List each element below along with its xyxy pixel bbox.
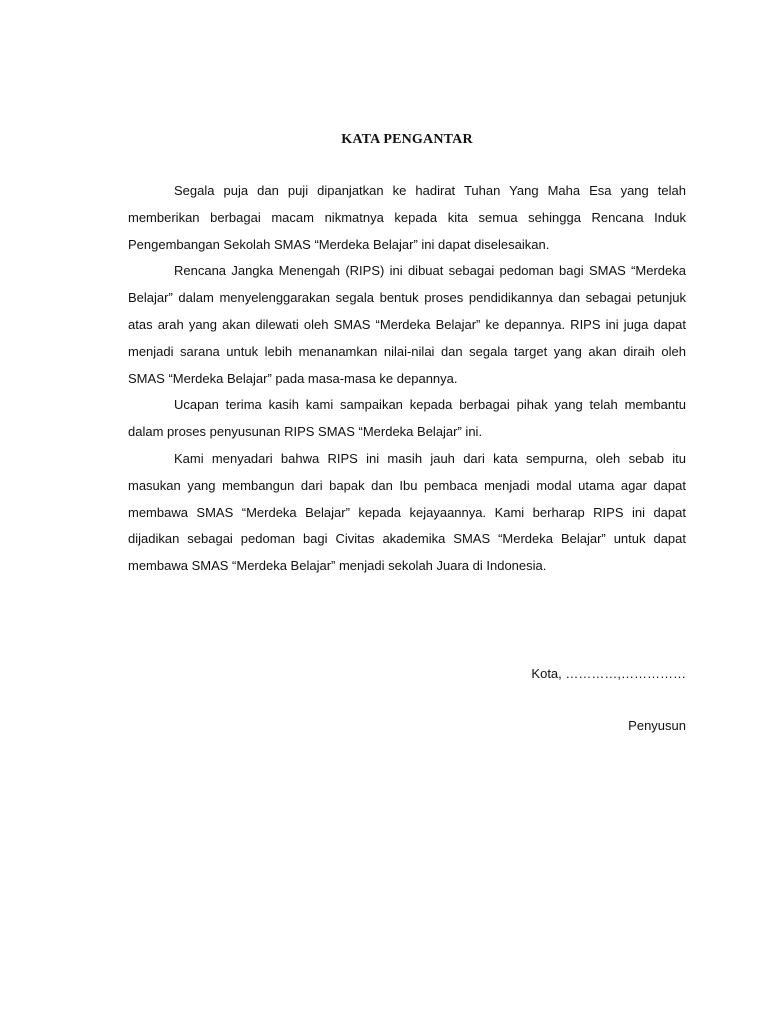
paragraph-purpose: Rencana Jangka Menengah (RIPS) ini dibuat sebagai pedoman bagi SMAS “Merdeka Belajar” dalam menyelenggarakan segala bentuk proses pendidikannya dan sebagai petunjuk atas arah yang akan dilewati oleh SMAS “Merdeka Belajar” ke depannya. RIPS ini juga dapat menjadi sarana untuk lebih menanamkan nilai-nilai dan segala target yang akan diraih oleh SMAS “Merdeka Belajar” pada masa-masa ke depannya. — [128, 263, 686, 386]
signature-author: Penyusun — [628, 718, 686, 733]
paragraph-opening: Segala puja dan puji dipanjatkan ke hadirat Tuhan Yang Maha Esa yang telah memberikan berbagai macam nikmatnya kepada kita semua sehingga Rencana Induk Pengembangan Sekolah SMAS “Merdeka Belajar” ini dapat diselesaikan. — [128, 183, 686, 252]
paragraph-closing: Kami menyadari bahwa RIPS ini masih jauh dari kata sempurna, oleh sebab itu masukan yang membangun dari bapak dan Ibu pembaca menjadi modal utama agar dapat membawa SMAS “Merdeka Belajar” kepada kejayaannya. Kami berharap RIPS ini dapat dijadikan sebagai pedoman bagi Civitas akademika SMAS “Merdeka Belajar” untuk dapat membawa SMAS “Merdeka Belajar” menjadi sekolah Juara di Indonesia. — [128, 450, 686, 574]
document-body — [128, 178, 686, 580]
paragraph-thanks: Ucapan terima kasih kami sampaikan kepada berbagai pihak yang telah membantu dalam proses penyusunan RIPS SMAS “Merdeka Belajar” ini. — [128, 397, 686, 440]
signature-place-date: Kota, …………,…………… — [531, 666, 686, 681]
document-title: KATA PENGANTAR — [341, 132, 473, 147]
